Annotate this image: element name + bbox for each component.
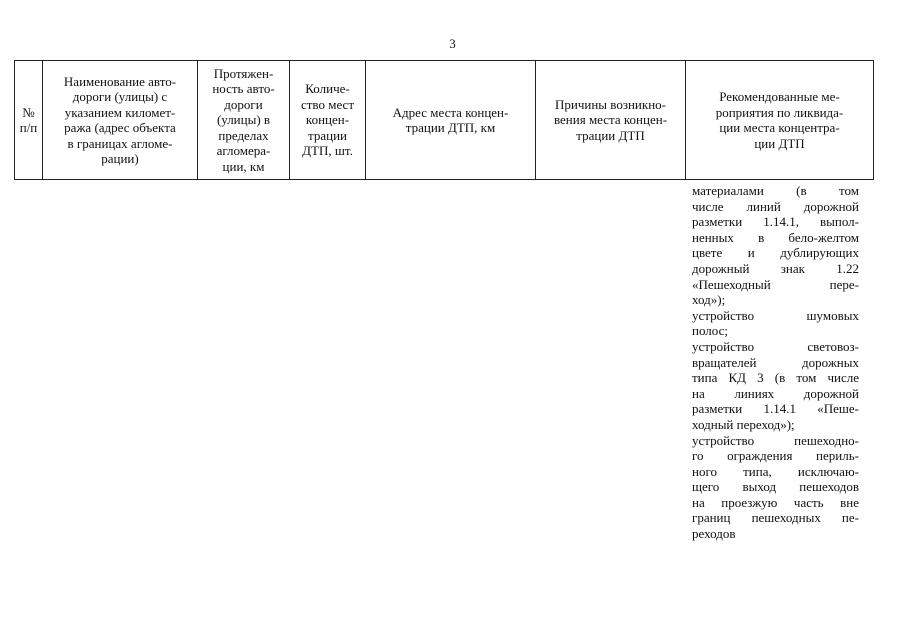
header-line: Наименование авто- [63,73,177,89]
header-line: ДТП, шт. [302,143,353,159]
measures-line: типа КД 3 (в том числе [692,370,859,386]
measures-line: устройство световоз- [692,338,859,354]
measures-line: го ограждения периль- [692,448,859,464]
header-line: агломера- [216,143,271,159]
incident-table [14,60,874,180]
measures-line: границ пешеходных пе- [692,510,859,526]
header-road-name [43,61,198,180]
header-line: Адрес места концен- [392,104,509,120]
header-line: дороги (улицы) с [72,89,168,104]
header-line: ность авто- [212,81,275,97]
header-line: пределах [218,127,269,143]
measures-continuation-text [692,183,859,542]
header-line: ции, км [222,158,265,174]
header-line: трации ДТП, км [405,120,496,135]
header-line: дороги [224,96,263,112]
header-causes [536,61,686,180]
measures-line: ненных в бело-желтом [692,229,859,245]
header-measures [686,61,874,180]
header-line: ража (адрес объекта [64,120,176,135]
header-line: Причины возникно- [555,96,666,112]
measures-line: материалами (в том [692,183,859,198]
measures-line: цвете и дублирующих [692,245,859,261]
header-line: (улицы) в [216,112,271,128]
measures-line: «Пешеходный пере- [692,276,859,292]
measures-line: устройство пешеходно- [692,432,859,448]
page-number: 3 [449,36,456,51]
header-line: ции места концентра- [719,120,840,135]
measures-line: ного типа, исключаю- [692,463,859,479]
table-header-row [15,61,874,180]
header-number [15,61,43,180]
measures-line: реходов [692,526,736,542]
header-line: трации ДТП [576,127,645,143]
measures-line: дорожный знак 1.22 [692,260,859,276]
header-line: № [22,104,35,120]
header-line: п/п [19,120,38,135]
header-line: Протяжен- [213,65,274,81]
header-count [290,61,366,180]
header-line: вения места концен- [553,112,668,128]
measures-line: на проезжую часть вне [692,494,859,510]
header-line: в границах агломе- [67,135,173,151]
measures-line: ходный переход»); [692,416,795,432]
measures-line: числе линий дорожной [692,198,859,214]
header-line: ство мест [300,96,355,112]
measures-line: щего выход пешеходов [692,479,859,495]
header-line: ции ДТП [754,135,805,151]
header-line: роприятия по ликвида- [715,104,844,120]
header-line: Рекомендованные ме- [719,89,840,104]
header-line: указанием километ- [64,104,176,120]
measures-line: ход»); [692,292,726,308]
header-line: рации) [101,151,139,166]
header-line: Количе- [305,81,350,97]
measures-line: полос; [692,323,728,339]
measures-line: на линиях дорожной [692,385,859,401]
header-line: концен- [305,112,350,128]
measures-line: устройство шумовых [692,307,859,323]
measures-line: вращателей дорожных [692,354,859,370]
header-length [198,61,290,180]
header-address [366,61,536,180]
measures-line: разметки 1.14.1, выпол- [692,214,859,230]
measures-line: разметки 1.14.1 «Пеше- [692,401,859,417]
header-line: трации [308,127,347,143]
